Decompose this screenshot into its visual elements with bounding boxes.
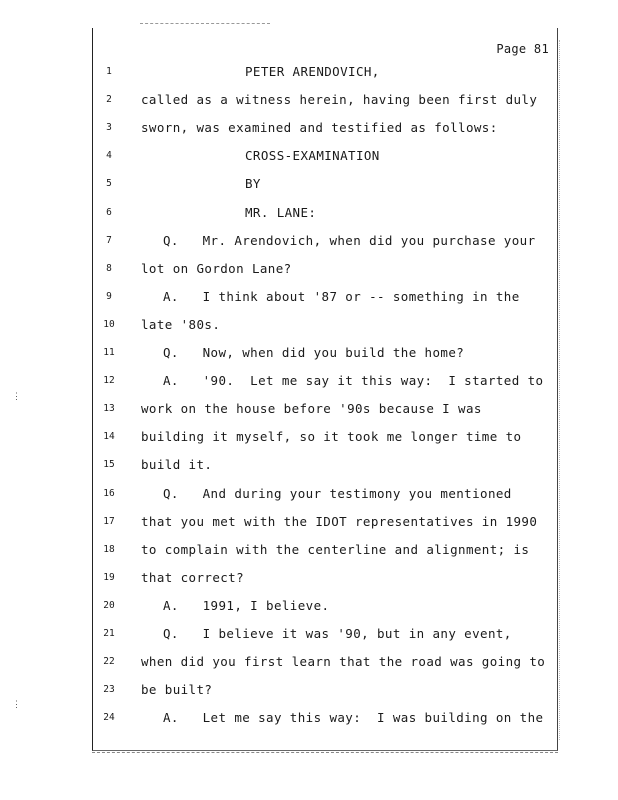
line-text: Q. And during your testimony you mentioned (163, 485, 512, 501)
line-text: CROSS-EXAMINATION (245, 148, 380, 164)
line-text: A. 1991, I believe. (163, 597, 330, 613)
line-number: 14 (103, 431, 115, 443)
transcript-line (93, 315, 557, 335)
margin-tick-mark: ⋮ (12, 392, 21, 402)
line-number: 22 (103, 656, 115, 668)
line-text: late '80s. (141, 316, 221, 332)
line-text: be built? (141, 682, 213, 698)
transcript-line (93, 708, 557, 728)
transcript-line (93, 118, 557, 138)
transcript-line (93, 652, 557, 672)
line-number: 1 (106, 66, 112, 77)
transcript-line (93, 427, 557, 447)
line-text: work on the house before '90s because I was (141, 401, 482, 417)
line-text: build it. (141, 457, 213, 473)
line-number: 12 (103, 375, 115, 387)
transcript-line (93, 343, 557, 363)
line-number: 19 (103, 571, 115, 583)
line-number: 21 (103, 628, 115, 639)
line-number: 20 (103, 599, 115, 611)
transcript-line (93, 680, 557, 700)
line-text: BY (245, 176, 261, 192)
line-text: MR. LANE: (245, 204, 317, 220)
line-number: 3 (106, 122, 112, 134)
transcript-line (93, 512, 557, 532)
transcript-page (92, 28, 558, 751)
transcript-line (93, 231, 557, 251)
line-text: A. '90. Let me say it this way: I started to (163, 373, 544, 389)
transcript-line (93, 399, 557, 419)
scan-artifact-bottom (92, 752, 558, 757)
line-number: 7 (106, 234, 112, 246)
line-text: A. Let me say this way: I was building on the (163, 710, 544, 726)
line-number: 11 (103, 347, 115, 358)
transcript-line (93, 568, 557, 588)
transcript-line (93, 259, 557, 279)
line-text: when did you first learn that the road was going to (141, 654, 546, 670)
line-number: 9 (106, 290, 112, 302)
scan-artifact-top (140, 23, 270, 27)
line-number: 4 (106, 150, 112, 162)
line-number: 18 (103, 543, 115, 555)
margin-tick-mark: ⋮ (12, 700, 21, 710)
line-number: 5 (106, 178, 112, 190)
transcript-line (93, 287, 557, 307)
transcript-line (93, 174, 557, 194)
line-number: 8 (106, 262, 112, 274)
line-text: A. I think about '87 or -- something in the (163, 288, 520, 304)
transcript-line (93, 484, 557, 504)
line-number: 2 (106, 94, 112, 106)
page-number: Page 81 (496, 42, 549, 56)
line-text: building it myself, so it took me longer time to (141, 429, 522, 445)
line-number: 23 (103, 684, 115, 696)
line-number: 24 (103, 712, 115, 724)
transcript-line (93, 596, 557, 616)
line-number: 15 (103, 459, 115, 471)
line-number: 13 (103, 403, 115, 415)
line-number: 16 (103, 487, 115, 499)
line-text: to complain with the centerline and alignment; is (141, 541, 530, 557)
line-number: 10 (103, 318, 115, 330)
line-number: 6 (106, 206, 112, 218)
transcript-line (93, 624, 557, 644)
line-text: lot on Gordon Lane? (141, 260, 292, 276)
line-text: Q. Now, when did you build the home? (163, 345, 465, 360)
line-text: Q. I believe it was '90, but in any event, (163, 626, 512, 641)
transcript-line (93, 90, 557, 110)
line-text: called as a witness herein, having been first duly (141, 92, 538, 108)
transcript-line (93, 540, 557, 560)
line-text: that correct? (141, 569, 245, 585)
line-text: PETER ARENDOVICH, (245, 64, 380, 79)
transcript-line (93, 203, 557, 223)
line-text: Q. Mr. Arendovich, when did you purchase your (163, 232, 536, 248)
transcript-line (93, 146, 557, 166)
transcript-line (93, 455, 557, 475)
line-number: 17 (103, 515, 115, 527)
scan-artifact-right (559, 40, 562, 740)
transcript-line (93, 371, 557, 391)
line-text: that you met with the IDOT representatives in 1990 (141, 513, 538, 529)
transcript-line (93, 62, 557, 82)
line-text: sworn, was examined and testified as follows: (141, 120, 498, 136)
